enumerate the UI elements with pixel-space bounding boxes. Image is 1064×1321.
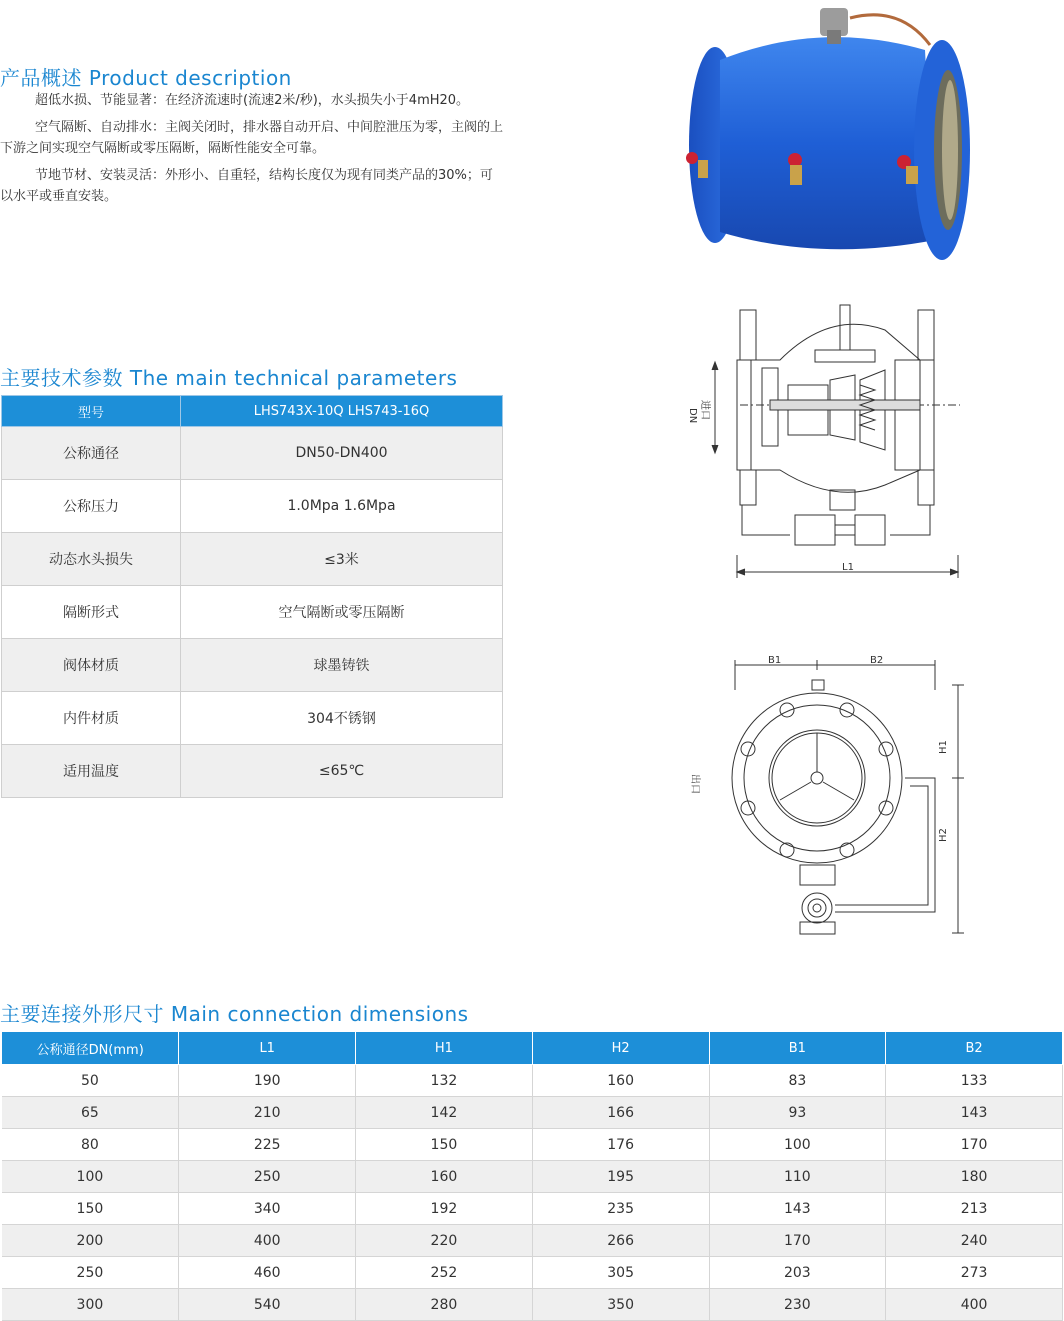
outlet-label: 出口 bbox=[689, 774, 700, 794]
cell-h1: 142 bbox=[356, 1097, 533, 1129]
valve-product-image bbox=[680, 0, 970, 280]
cell-dn: 200 bbox=[2, 1225, 179, 1257]
parameters-header-model: 型号 bbox=[2, 396, 181, 427]
parameters-table bbox=[1, 395, 503, 798]
param-label: 适用温度 bbox=[2, 745, 181, 798]
table-row bbox=[2, 745, 503, 798]
cell-l1: 250 bbox=[179, 1161, 356, 1193]
description-title: 产品概述 Product description bbox=[0, 66, 292, 90]
param-label: 内件材质 bbox=[2, 692, 181, 745]
table-row bbox=[2, 480, 503, 533]
cell-dn: 50 bbox=[2, 1065, 179, 1097]
cell-b2: 133 bbox=[886, 1065, 1063, 1097]
parameters-title: 主要技术参数 The main technical parameters bbox=[0, 366, 458, 390]
description-paragraph-2: 空气隔断、自动排水：主阀关闭时，排水器自动开启、中间腔泄压为零，主阀的上下游之间实现空气隔断或零压隔断，隔断性能安全可靠。 bbox=[0, 120, 504, 156]
cell-b1: 100 bbox=[709, 1129, 886, 1161]
h2-label: H2 bbox=[938, 828, 949, 842]
description-text bbox=[0, 90, 505, 213]
cell-b1: 143 bbox=[709, 1193, 886, 1225]
b1-label: B1 bbox=[768, 655, 782, 666]
table-row bbox=[2, 1289, 1063, 1321]
cell-h1: 150 bbox=[356, 1129, 533, 1161]
dn-label: DN bbox=[687, 408, 698, 424]
dimensions-header-row bbox=[2, 1032, 1063, 1065]
cell-h2: 166 bbox=[532, 1097, 709, 1129]
cell-dn: 80 bbox=[2, 1129, 179, 1161]
table-row bbox=[2, 1225, 1063, 1257]
cell-l1: 340 bbox=[179, 1193, 356, 1225]
cell-b1: 110 bbox=[709, 1161, 886, 1193]
parameters-header-value: LHS743X-10Q LHS743-16Q bbox=[181, 396, 503, 427]
dimensions-header-h2: H2 bbox=[532, 1032, 709, 1065]
cell-b1: 203 bbox=[709, 1257, 886, 1289]
cell-dn: 250 bbox=[2, 1257, 179, 1289]
cell-dn: 150 bbox=[2, 1193, 179, 1225]
param-value: DN50-DN400 bbox=[181, 427, 503, 480]
table-row bbox=[2, 1065, 1063, 1097]
cell-b2: 170 bbox=[886, 1129, 1063, 1161]
param-label: 动态水头损失 bbox=[2, 533, 181, 586]
param-value: 空气隔断或零压隔断 bbox=[181, 586, 503, 639]
cell-h2: 266 bbox=[532, 1225, 709, 1257]
front-view-drawing bbox=[680, 650, 970, 940]
table-row bbox=[2, 1161, 1063, 1193]
cell-h1: 192 bbox=[356, 1193, 533, 1225]
dimensions-header-dn: 公称通径DN(mm) bbox=[2, 1032, 179, 1065]
dimensions-header-l1: L1 bbox=[179, 1032, 356, 1065]
cell-b1: 230 bbox=[709, 1289, 886, 1321]
cell-b2: 213 bbox=[886, 1193, 1063, 1225]
table-row bbox=[2, 1193, 1063, 1225]
cell-b1: 93 bbox=[709, 1097, 886, 1129]
table-row bbox=[2, 586, 503, 639]
param-label: 公称通径 bbox=[2, 427, 181, 480]
cell-h2: 176 bbox=[532, 1129, 709, 1161]
table-row bbox=[2, 533, 503, 586]
cell-b2: 400 bbox=[886, 1289, 1063, 1321]
cell-b1: 83 bbox=[709, 1065, 886, 1097]
h1-label: H1 bbox=[938, 740, 949, 754]
dimensions-table bbox=[1, 1031, 1063, 1321]
param-label: 阀体材质 bbox=[2, 639, 181, 692]
parameters-header-row bbox=[2, 396, 503, 427]
table-row bbox=[2, 1129, 1063, 1161]
description-paragraph-3: 节地节材、安装灵活：外形小、自重轻，结构长度仅为现有同类产品的30%；可以水平或垂直安装。 bbox=[0, 168, 493, 204]
param-value: 1.0Mpa 1.6Mpa bbox=[181, 480, 503, 533]
cell-h2: 305 bbox=[532, 1257, 709, 1289]
dimensions-header-h1: H1 bbox=[356, 1032, 533, 1065]
cell-l1: 210 bbox=[179, 1097, 356, 1129]
table-row bbox=[2, 1097, 1063, 1129]
param-value: ≤65℃ bbox=[181, 745, 503, 798]
cell-dn: 300 bbox=[2, 1289, 179, 1321]
cell-h1: 280 bbox=[356, 1289, 533, 1321]
cell-l1: 400 bbox=[179, 1225, 356, 1257]
param-label: 公称压力 bbox=[2, 480, 181, 533]
cell-h1: 252 bbox=[356, 1257, 533, 1289]
inlet-label: 进口 bbox=[699, 400, 710, 420]
dimensions-header-b1: B1 bbox=[709, 1032, 886, 1065]
cell-b2: 180 bbox=[886, 1161, 1063, 1193]
cell-l1: 225 bbox=[179, 1129, 356, 1161]
dimensions-header-b2: B2 bbox=[886, 1032, 1063, 1065]
b2-label: B2 bbox=[870, 655, 884, 666]
cell-dn: 100 bbox=[2, 1161, 179, 1193]
param-label: 隔断形式 bbox=[2, 586, 181, 639]
cell-h1: 160 bbox=[356, 1161, 533, 1193]
cell-h1: 220 bbox=[356, 1225, 533, 1257]
cell-h2: 350 bbox=[532, 1289, 709, 1321]
dimensions-title: 主要连接外形尺寸 Main connection dimensions bbox=[0, 1002, 469, 1026]
cell-h1: 132 bbox=[356, 1065, 533, 1097]
cell-b1: 170 bbox=[709, 1225, 886, 1257]
cell-h2: 160 bbox=[532, 1065, 709, 1097]
cell-b2: 273 bbox=[886, 1257, 1063, 1289]
cell-b2: 143 bbox=[886, 1097, 1063, 1129]
param-value: 304不锈钢 bbox=[181, 692, 503, 745]
cell-l1: 190 bbox=[179, 1065, 356, 1097]
side-section-drawing bbox=[680, 290, 970, 580]
cell-l1: 460 bbox=[179, 1257, 356, 1289]
param-value: ≤3米 bbox=[181, 533, 503, 586]
cell-dn: 65 bbox=[2, 1097, 179, 1129]
cell-b2: 240 bbox=[886, 1225, 1063, 1257]
table-row bbox=[2, 1257, 1063, 1289]
l1-label: L1 bbox=[842, 562, 854, 573]
table-row bbox=[2, 639, 503, 692]
description-paragraph-1: 超低水损、节能显著：在经济流速时(流速2米/秒)，水头损失小于4mH20。 bbox=[35, 93, 470, 108]
table-row bbox=[2, 692, 503, 745]
table-row bbox=[2, 427, 503, 480]
cell-l1: 540 bbox=[179, 1289, 356, 1321]
cell-h2: 195 bbox=[532, 1161, 709, 1193]
param-value: 球墨铸铁 bbox=[181, 639, 503, 692]
cell-h2: 235 bbox=[532, 1193, 709, 1225]
